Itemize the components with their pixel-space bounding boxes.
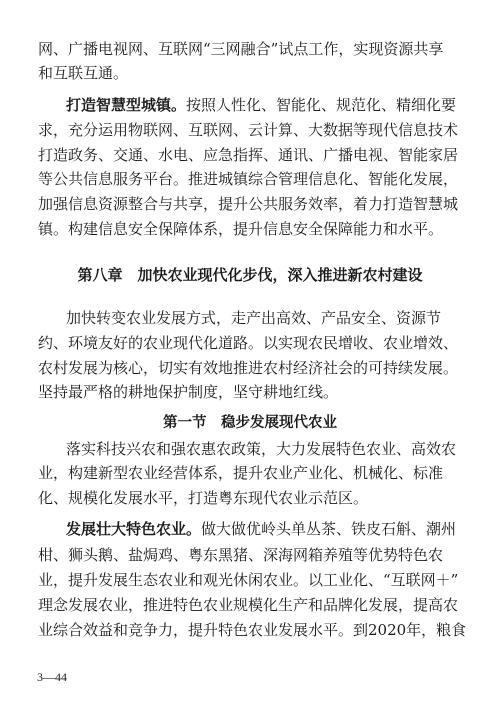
text-line: 柑、狮头鹅、盐焗鸡、粤东黑猪、深海网箱养殖等优势特色农 — [38, 546, 444, 564]
text-line — [66, 518, 456, 540]
paragraph-text: 做大做优岭头单丛茶、铁皮石斛、潮州 — [201, 520, 457, 538]
text-line: 打造政务、交通、水电、应急指挥、通讯、广播电视、智能家居 — [38, 146, 459, 164]
text-line: 化、规模化发展水平，打造粤东现代农业示范区。 — [38, 489, 369, 507]
text-line: 理念发展农业，推进特色农业规模化生产和品牌化发展，提高农 — [38, 596, 459, 614]
text-line: 镇。构建信息安全保障体系，提升信息安全保障能力和水平。 — [38, 220, 444, 238]
text-line: 落实科技兴农和强农惠农政策，大力发展特色农业、高效农 — [66, 440, 457, 458]
text-line: 和互联互通。 — [38, 64, 129, 82]
text-line: 业，构建新型农业经营体系，提升农业产业化、机械化、标准 — [38, 464, 444, 482]
text-line — [66, 94, 456, 116]
text-line: 加快转变农业发展方式，走产出高效、产品安全、资源节 — [66, 309, 442, 327]
chapter-title: 第八章 加快农业现代化步伐，深入推进新农村建设 — [77, 266, 423, 284]
text-line: 等公共信息服务平台。推进城镇综合管理信息化、智能化发展， — [38, 170, 459, 188]
text-line: 求，充分运用物联网、互联网、云计算、大数据等现代信息技术 — [38, 121, 459, 139]
paragraph-lead: 打造智慧型城镇。 — [66, 96, 187, 114]
paragraph-text: 按照人性化、智能化、规范化、精细化要 — [186, 96, 457, 114]
paragraph-lead: 发展壮大特色农业。 — [66, 520, 202, 538]
text-line: 坚持最严格的耕地保护制度，坚守耕地红线。 — [38, 383, 339, 401]
page-number: 3—44 — [37, 670, 67, 684]
text-line: 加强信息资源整合与共享，提升公共服务效率，着力打造智慧城 — [38, 195, 459, 213]
text-line: 农村发展为核心，切实有效地推进农村经济社会的可持续发展。 — [38, 359, 459, 377]
text-line: 网、广播电视网、互联网“三网融合”试点工作，实现资源共享 — [38, 40, 444, 58]
text-line: 业，提升发展生态农业和观光休闲农业。以工业化、“互联网＋” — [38, 571, 459, 589]
section-title: 第一节 稳步发展现代农业 — [163, 414, 337, 431]
text-line: 业综合效益和竞争力，提升特色农业发展水平。到2020年，粮食 — [38, 621, 467, 639]
text-line: 约、环境友好的农业现代化道路。以实现农民增收、农业增效、 — [38, 334, 459, 352]
